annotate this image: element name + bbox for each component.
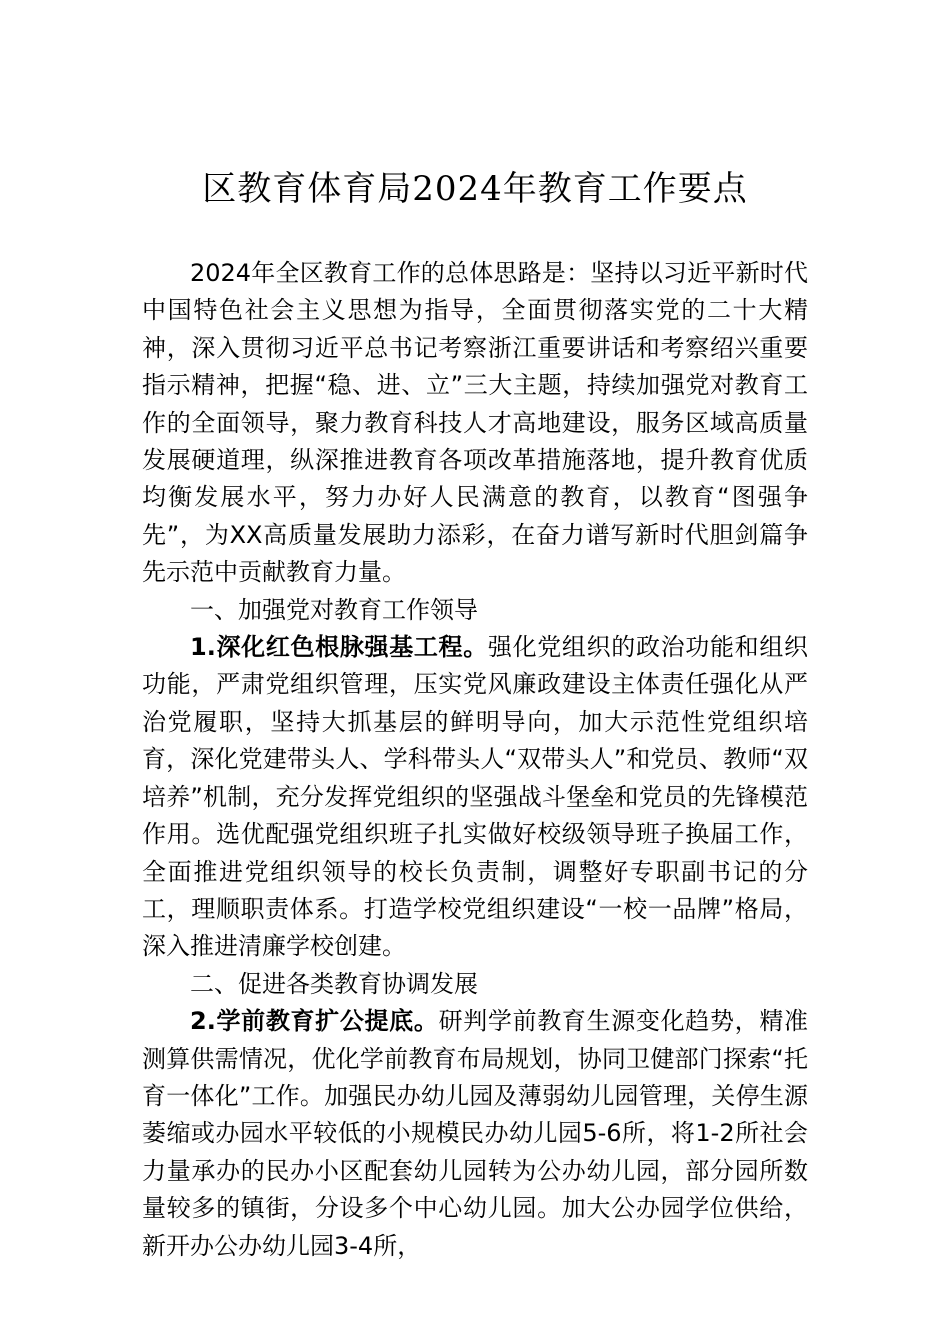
document-title: 区教育体育局2024年教育工作要点	[202, 169, 748, 209]
section-heading-2: 二、促进各类教育协调发展	[190, 969, 478, 998]
item-title-1: 1.深化红色根脉强基工程。	[190, 633, 488, 662]
item-title-2: 2.学前教育扩公提底。	[190, 1007, 439, 1036]
item-text-2: 研判学前教育生源变化趋势，精准测算供需情况，优化学前教育布局规划，协同卫健部门探索“托育一体化”工作。加强民办幼儿园及薄弱幼儿园管理，关停生源萎缩或办园水平较低的小规模民办幼儿园5-6所，将1-2所社会力量承办的民办小区配套幼儿园转为公办幼儿园，部分园所数量较多的镇街，分设多个中心幼儿园。加大公办园学位供给，新开办公办幼儿园3-4所，	[142, 1007, 808, 1260]
section-1-item-paragraph	[142, 629, 808, 966]
intro-paragraph: 2024年全区教育工作的总体思路是：坚持以习近平新时代中国特色社会主义思想为指导，全面贯彻落实党的二十大精神，深入贯彻习近平总书记考察浙江重要讲话和考察绍兴重要指示精神，把握“稳、进、立”三大主题，持续加强党对教育工作的全面领导，聚力教育科技人才高地建设，服务区域高质量发展硬道理，纵深推进教育各项改革措施落地，提升教育优质均衡发展水平，努力办好人民满意的教育，以教育“图强争先”，为XX高质量发展助力添彩，在奋力谱写新时代胆剑篇争先示范中贡献教育力量。	[142, 259, 808, 587]
section-heading-1: 一、加强党对教育工作领导	[190, 595, 478, 624]
section-2-item-paragraph	[142, 1003, 808, 1265]
document-body	[142, 255, 808, 1265]
item-text-1: 强化党组织的政治功能和组织功能，严肃党组织管理，压实党风廉政建设主体责任强化从严治党履职，坚持大抓基层的鲜明导向，加大示范性党组织培育，深化党建带头人、学科带头人“双带头人”和党员、教师“双培养”机制，充分发挥党组织的坚强战斗堡垒和党员的先锋模范作用。选优配强党组织班子扎实做好校级领导班子换届工作，全面推进党组织领导的校长负责制，调整好专职副书记的分工，理顺职责体系。打造学校党组织建设“一校一品牌”格局，深入推进清廉学校创建。	[142, 633, 808, 961]
